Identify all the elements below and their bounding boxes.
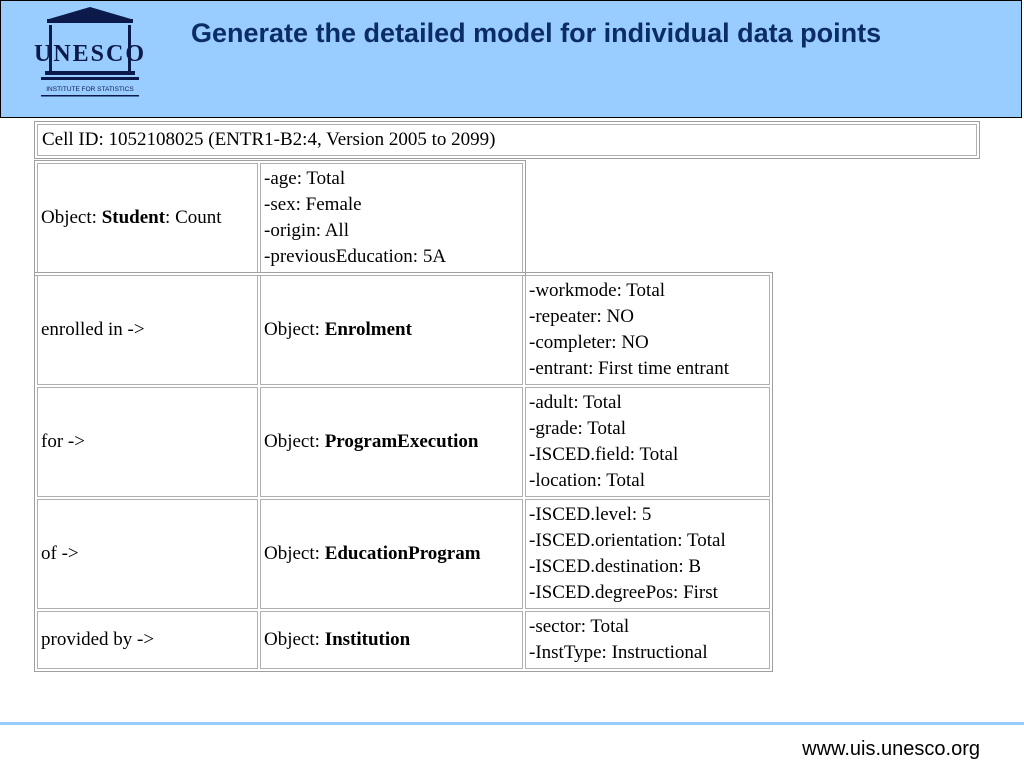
student-object-name: Student [101, 207, 166, 228]
student-attribute: -origin: All [264, 220, 349, 241]
attribute: -workmode: Total [529, 280, 666, 301]
footer-divider [0, 722, 1024, 725]
attribute: -ISCED.field: Total [529, 444, 679, 465]
object-name: EducationProgram [324, 543, 481, 564]
object-cell [260, 275, 523, 385]
student-table [34, 160, 526, 276]
footer-url: www.uis.unesco.org [802, 738, 980, 760]
relation-chain-table [34, 272, 773, 672]
attribute: -adult: Total [529, 392, 622, 413]
object-name: Institution [324, 629, 411, 650]
table-row [37, 387, 770, 497]
object-cell [260, 499, 523, 609]
cell-id-table [34, 121, 980, 159]
attributes-cell [525, 387, 770, 497]
object-cell [260, 611, 523, 669]
object-prefix: Object: [264, 629, 325, 650]
student-object-suffix: : Count [165, 207, 222, 228]
object-prefix: Object: [264, 431, 325, 452]
attributes-cell [525, 275, 770, 385]
student-attributes-cell [260, 163, 523, 273]
object-name: Enrolment [324, 319, 412, 340]
relation-label: for -> [37, 387, 258, 497]
attribute: -entrant: First time entrant [529, 358, 729, 379]
attribute: -ISCED.level: 5 [529, 504, 652, 525]
attribute: -ISCED.orientation: Total [529, 530, 726, 551]
attribute: -sector: Total [529, 616, 630, 637]
attributes-cell [525, 499, 770, 609]
unesco-logo-letters: UNESCO [33, 41, 147, 67]
object-prefix: Object: [264, 543, 325, 564]
student-attribute: -sex: Female [264, 194, 362, 215]
attribute: -ISCED.degreePos: First [529, 582, 718, 603]
cell-id-label: Cell ID: 1052108025 (ENTR1-B2:4, Version 2005 to 2099) [37, 124, 977, 156]
student-attribute: -previousEducation: 5A [264, 246, 447, 267]
slide-header [0, 0, 1022, 118]
attribute: -ISCED.destination: B [529, 556, 702, 577]
attribute: -completer: NO [529, 332, 649, 353]
student-object-prefix: Object: [41, 207, 102, 228]
object-prefix: Object: [264, 319, 325, 340]
attribute: -grade: Total [529, 418, 626, 439]
attributes-cell [525, 611, 770, 669]
logo-subtitle: INSTITUTE FOR STATISTICS [46, 86, 134, 93]
relation-label: enrolled in -> [37, 275, 258, 385]
page-title: Generate the detailed model for individual data points [191, 18, 882, 48]
student-object-cell [37, 163, 258, 273]
table-row [37, 611, 770, 669]
unesco-logo [31, 5, 149, 101]
relation-label: provided by -> [37, 611, 258, 669]
relation-label: of -> [37, 499, 258, 609]
object-cell [260, 387, 523, 497]
table-row [37, 499, 770, 609]
table-row [37, 275, 770, 385]
attribute: -InstType: Instructional [529, 642, 708, 663]
attribute: -repeater: NO [529, 306, 634, 327]
attribute: -location: Total [529, 470, 645, 491]
object-name: ProgramExecution [324, 431, 479, 452]
student-attribute: -age: Total [264, 168, 346, 189]
